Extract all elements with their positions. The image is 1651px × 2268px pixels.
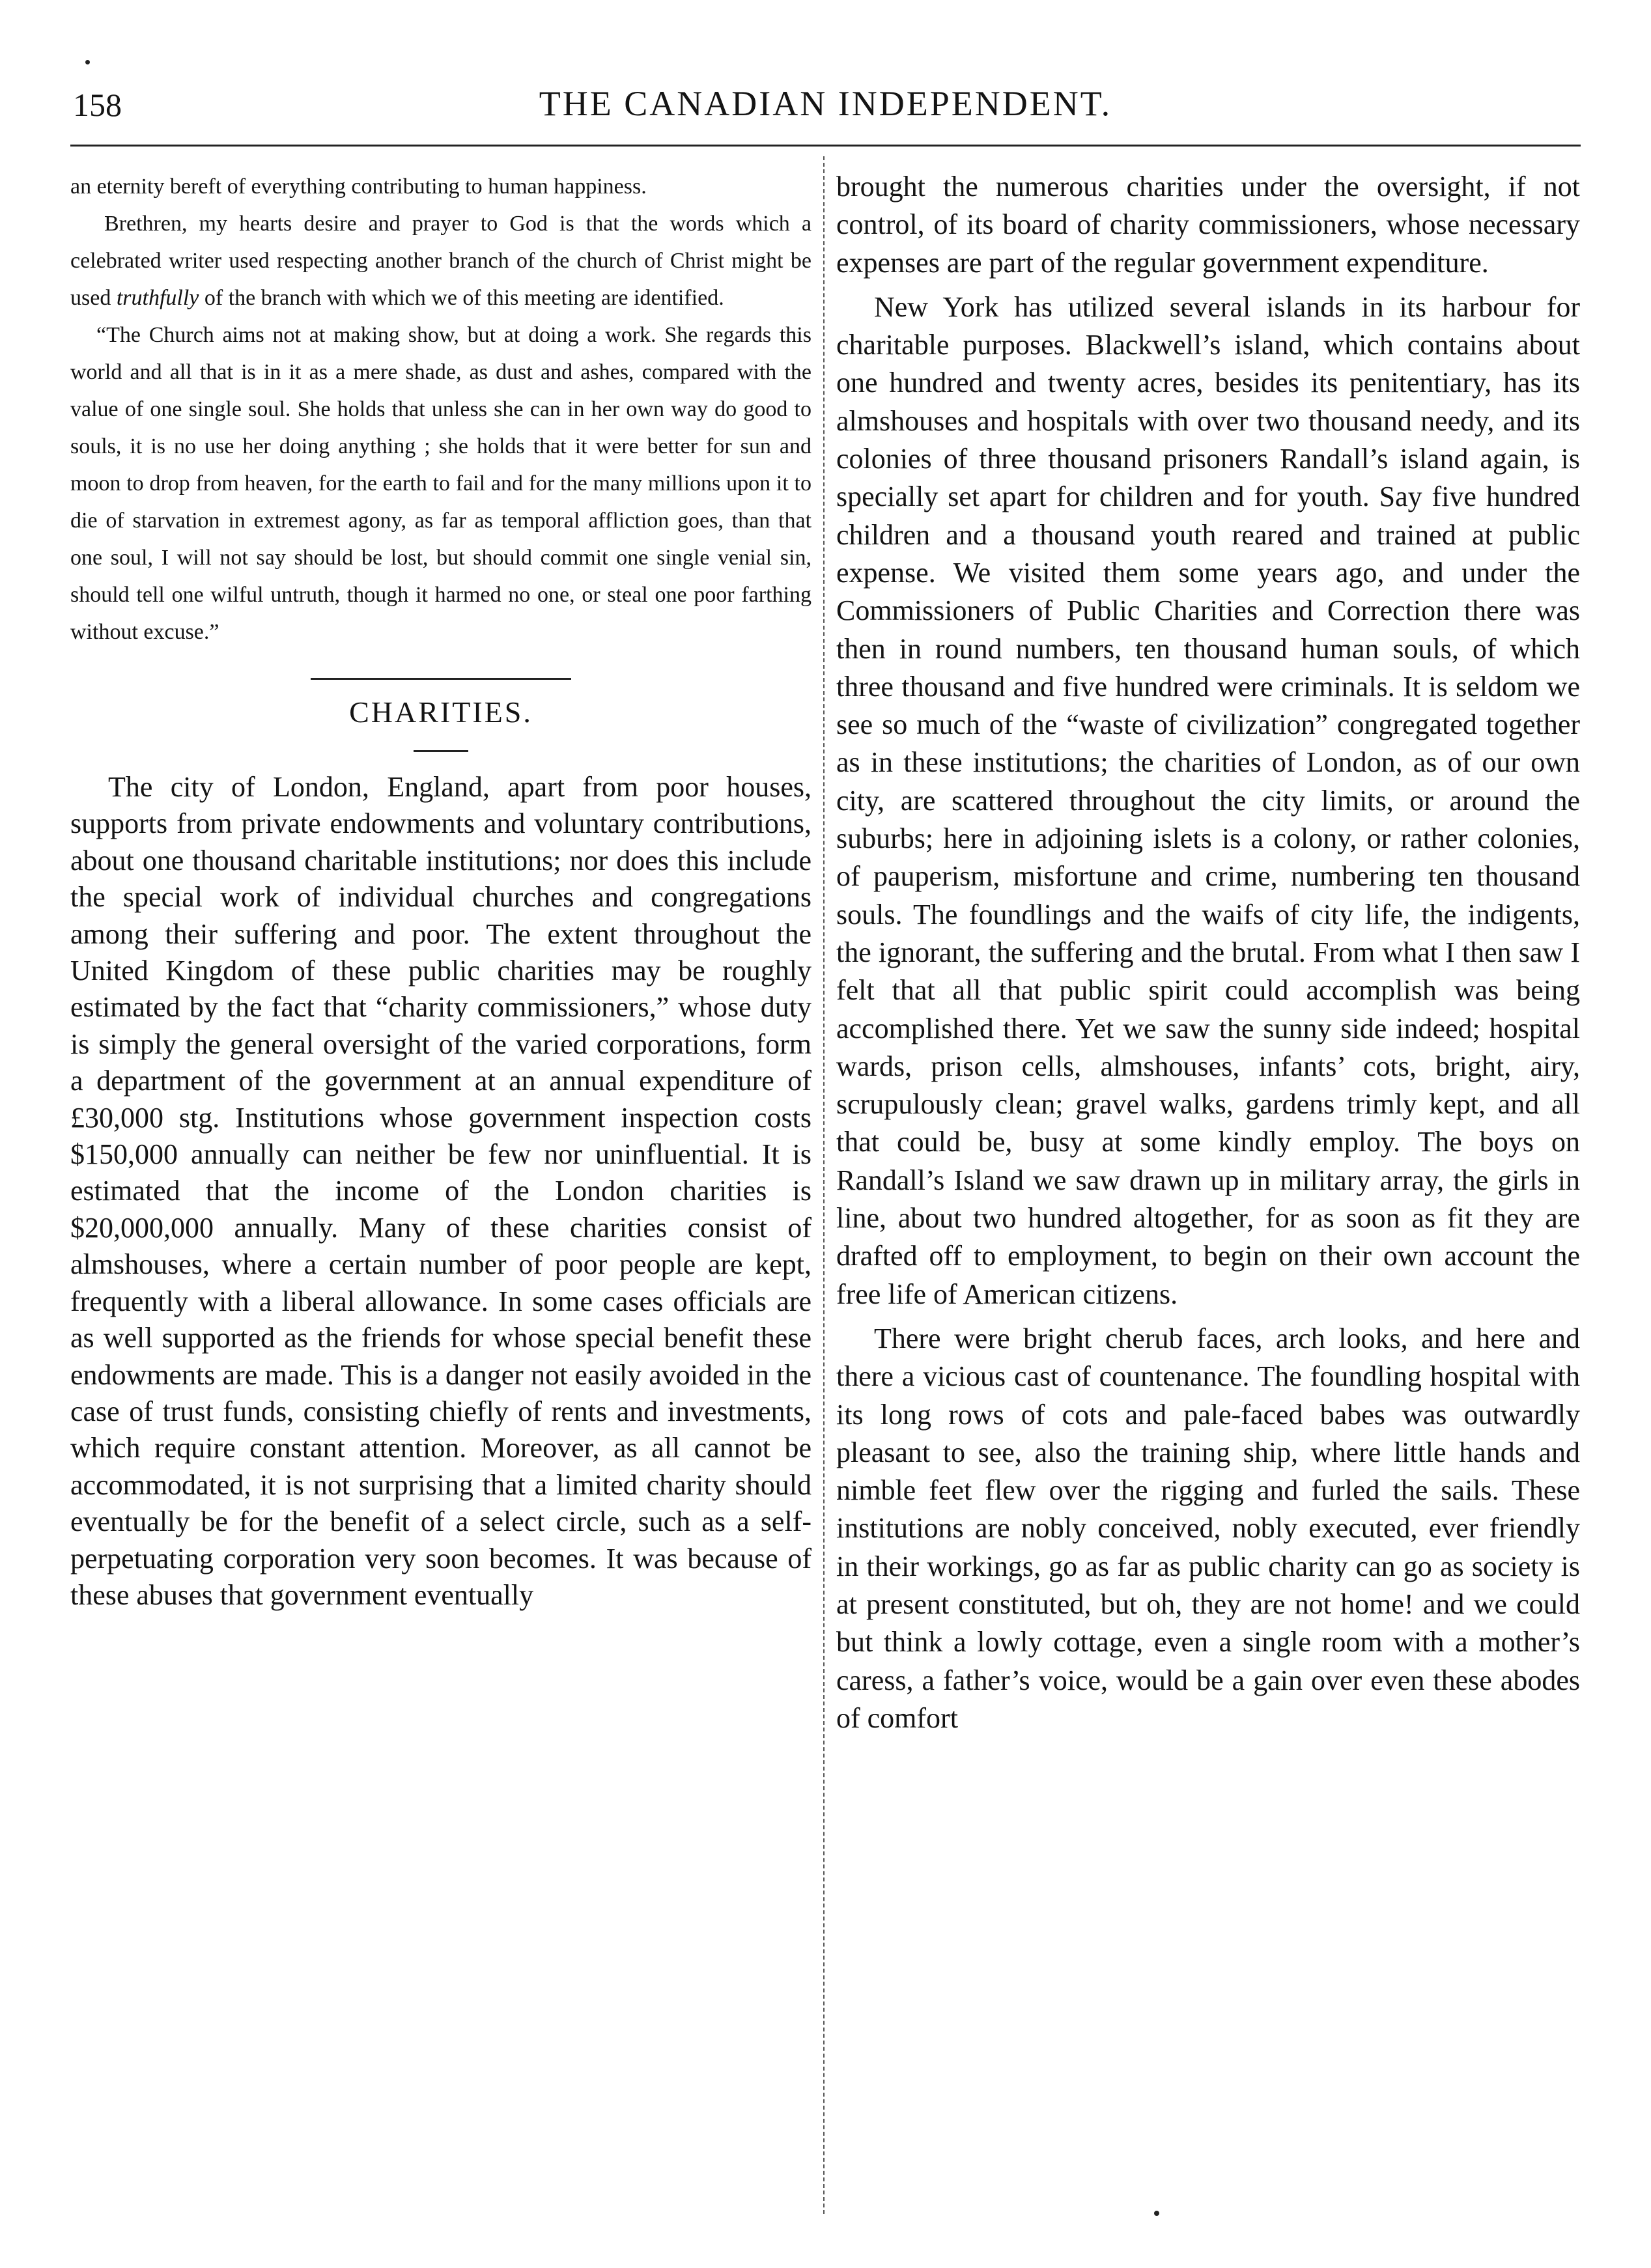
text-run: Brethren, my hearts desire and prayer to God is that the words which a celebrated writer used respecting another branch of the church of Christ might be used [70, 212, 811, 310]
section-title: CHARITIES. [349, 695, 533, 729]
paragraph: brought the numerous charities under the oversight, if not control, of its board of charity commissioners, whose necessary expenses are part of the regular government expenditure. [836, 171, 1580, 279]
article-body [70, 769, 811, 1614]
section-rule [311, 678, 571, 680]
closing-address [70, 168, 811, 651]
column-divider [823, 156, 825, 2214]
block-quote: “The Church aims not at making show, but at doing a work. She regards this world and all that is in it as a mere shade, as dust and ashes, compared with the value of one single soul. She holds that unless she can in her own way do good to souls, it is no use her doing anything ; she holds that it were better for sun and moon to drop from heaven, for the earth to fail and for the many millions upon it to die of starvation in extremest agony, as far as temporal affliction goes, than that one soul, I will not say should be lost, but should commit one single venial sin, should tell one wilful untruth, though it harmed no one, or steal one poor farthing without excuse.” [70, 323, 811, 644]
paragraph: There were bright cherub faces, arch looks, and here and there a vicious cast of countenance. The foundling hospital with its long rows of cots and pale-faced babes was outwardly pleasant to see, also the training ship, where little hands and nimble feet flew over the rigging and furled the sails. These institutions are nobly conceived, nobly executed, ever friendly in their workings, go as far as public charity can go as society is at present constituted, but oh, they are not home! and we could but think a lowly cottage, even a single room with a mother’s caress, a father’s voice, would be a gain over even these abodes of comfort [836, 1322, 1580, 1734]
title-rule [414, 750, 468, 752]
paragraph: an eternity bereft of everything contributing to human happiness. [70, 175, 647, 199]
paragraph [70, 205, 811, 316]
header-rule [70, 145, 1581, 147]
paragraph: New York has utilized several islands in its harbour for charitable purposes. Blackwell’s island, which contains about one hundred and twenty acres, besides its penitentiary, has its almshouses and hospitals with over two thousand needy, and its colonies of three thousand prisoners Randall’s island again, is specially set apart for children and for youth. Say five hundred children and a thousand youth reared and trained at public expense. We visited them some years ago, and under the Commissioners of Public Charities and Correction there was then in round numbers, ten thousand human souls, of which three thousand and five hundred were criminals. It is seldom we see so much of the “waste of civilization” congregated together as in these institutions; the charities of London, as of our own city, are scattered throughout the city limits, or around the suburbs; here in adjoining islets is a colony, or rather colonies, of pauperism, misfortune and crime, numbering ten thousand souls. The foundlings and the waifs of city life, the indigents, the ignorant, the suffering and the brutal. From what I then saw I felt that all that public spirit could accomplish was being accomplished there. Yet we saw the sunny side indeed; hospital wards, prison cells, almshouses, infants’ cots, bright, airy, scrupulously clean; gravel walks, gardens trimly kept, and all that could be, busy at some kindly employ. The boys on Randall’s Island we saw drawn up in military array, the girls in line, about two hundred altogether, for as soon as fit they are drafted off to employment, to begin on their own account the free life of American citizens. [836, 290, 1580, 1310]
print-mark-dot [1154, 2211, 1159, 2216]
print-mark-dot [85, 60, 90, 64]
running-head: THE CANADIAN INDEPENDENT. [539, 84, 1112, 123]
text-run: of the branch with which we of this meeting are identified. [199, 286, 724, 310]
left-column [70, 168, 811, 1614]
paragraph: The city of London, England, apart from poor houses, supports from private endowments and voluntary contributions, about one thousand charitable institutions; nor does this include the special work of individual churches and congregations among their suffering and poor. The extent throughout the United Kingdom of these public charities may be roughly estimated by the fact that “charity commissioners,” whose duty is simply the general oversight of the varied corporations, form a department of the government at an annual expenditure of £30,000 stg. Institutions whose government inspection costs $150,000 annually can neither be few nor uninfluential. It is estimated that the income of the London charities is $20,000,000 annually. Many of these charities consist of almshouses, where a certain number of poor people are kept, frequently with a liberal allowance. In some cases officials are as well supported as the friends for whose special benefit these endowments are made. This is a danger not easily avoided in the case of trust funds, consisting chiefly of rents and investments, which require constant attention. Moreover, as all cannot be accommodated, it is not surprising that a limited charity should eventually be for the benefit of a select circle, such as a self-perpetuating corporation very soon becomes. It was because of these abuses that government eventually [70, 771, 811, 1611]
page-number: 158 [73, 87, 122, 123]
italic-word: truthfully [116, 286, 199, 310]
right-column [836, 168, 1580, 1737]
